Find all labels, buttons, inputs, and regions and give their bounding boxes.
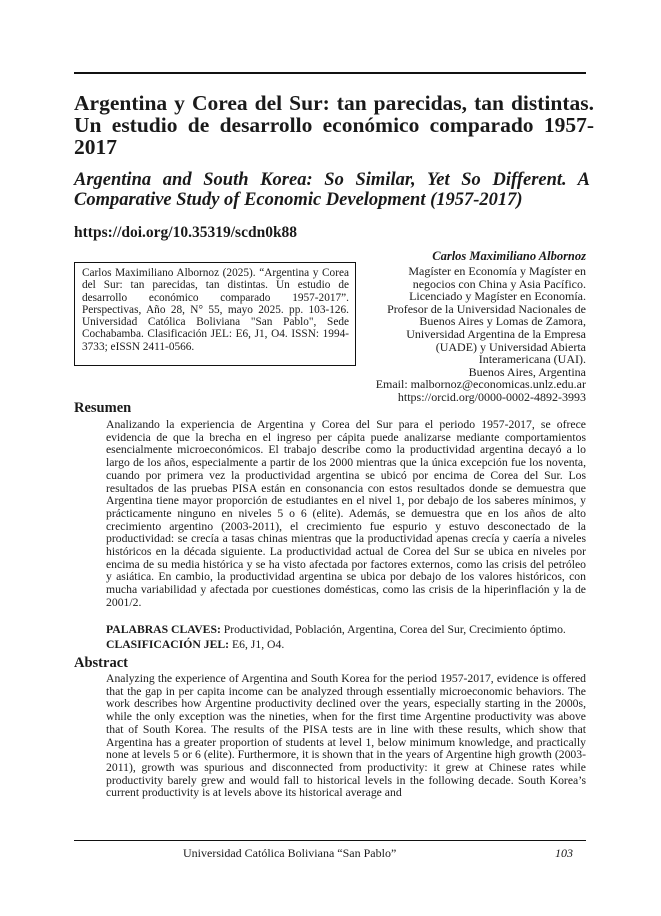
jel-value: E6, J1, O4. [231, 638, 285, 651]
author-line: Interamericana (UAI). [478, 352, 586, 367]
author-line: Buenos Aires y Lomas de Zamora, [419, 314, 586, 329]
title-spanish: Argentina y Corea del Sur: tan parecidas, tan distintas. Un estudio de desarrollo económico comparado 1957-2017 [74, 91, 594, 159]
author-line: Universidad Argentina de la Empresa [406, 326, 586, 341]
footer-institution: Universidad Católica Boliviana “San Pablo” [183, 846, 397, 860]
author-line: Buenos Aires, Argentina [468, 364, 586, 379]
author-line: negocios con China y Asia Pacífico. [412, 276, 586, 291]
author-line: Licenciado y Magíster en Economía. [409, 289, 586, 304]
author-name: Carlos Maximiliano Albornoz [432, 249, 586, 263]
top-rule [74, 72, 586, 74]
author-affiliation [346, 265, 586, 404]
page-number: 103 [555, 846, 573, 860]
author-line: Profesor de la Universidad Nacionales de [387, 301, 586, 316]
title-english: Argentina and South Korea: So Similar, Yet So Different. A Comparative Study of Economic Development (1957-2017) [74, 170, 590, 210]
keywords-line [106, 623, 586, 636]
doi-link[interactable]: https://doi.org/10.35319/scdn0k88 [74, 224, 298, 241]
author-email[interactable]: Email: malbornoz@economicas.unlz.edu.ar [375, 377, 586, 392]
author-orcid[interactable]: https://orcid.org/0000-0002-4892-3993 [397, 389, 586, 404]
bottom-rule [74, 840, 586, 841]
resumen-text: Analizando la experiencia de Argentina y Corea del Sur para el periodo 1957-2017, se ofrece evidencia de que la brecha en el ingreso per cápita puede analizarse mediante comportamientos esencialmente microeconómicos. El trabajo describe como la productividad argentina decayó a lo largo de los años, especialmente a partir de los 2000 mientras que la única excepción fue los noventa, cuando por primera vez la productividad argentina se ubicó por encima de Corea del Sur. Los resultados de las pruebas PISA están en consonancia con estos resultados donde se demuestra que Argentina tiene mayor proporción de estudiantes en el nivel 1, por debajo de los saberes mínimos, y prácticamente ninguno en niveles 5 o 6 (elite). Además, se demuestra que en los años de alto crecimiento argentino (2003-2011), el crecimiento fue espurio y estuvo desconectado de la productividad: se crecía a tasas chinas mientras que la productividad apenas crecía y caería a niveles históricos en la década siguiente. La productividad actual de Corea del Sur se ubica en niveles por encima de su media histórica y se ha visto afectada por factores externos, como las crisis del petróleo y asiática. En cambio, la productividad argentina se ubica por debajo de los valores históricos, con mucha variabilidad y afectada por cuestiones domésticas, como las crisis de la hiperinflación y la de 2001/2. [106, 418, 586, 609]
resumen-heading: Resumen [74, 400, 132, 416]
keywords-label: PALABRAS CLAVES: [106, 623, 221, 636]
abstract-text: Analyzing the experience of Argentina and South Korea for the period 1957-2017, evidence is offered that the gap in per capita income can be analyzed through essentially microeconomic behaviors. The work describes how Argentine productivity declined over the years, especially starting in the 2000s, while the only exception was the nineties, when for the first time Argentine productivity was above that of South Korea. The results of the PISA tests are in line with these results, which show that Argentina has a greater proportion of students at level 1, below minimum knowledge, and practically none at levels 5 or 6 (elite). Furthermore, it is shown that in the years of Argentine high growth (2003-2011), growth was spurious and disconnected from productivity: it grew at Chinese rates while productivity barely grew and would fall to historical levels in the following decade. South Korea’s current productivity is at levels above its historical average and [106, 672, 586, 800]
keywords-value: Productividad, Población, Argentina, Corea del Sur, Crecimiento óptimo. [223, 623, 566, 636]
jel-label: CLASIFICACIÓN JEL: [106, 638, 230, 651]
abstract-heading: Abstract [74, 655, 128, 671]
author-line: Magíster en Economía y Magíster en [408, 264, 586, 278]
jel-line [106, 638, 586, 651]
author-line: (UADE) y Universidad Abierta [435, 339, 586, 354]
citation-box: Carlos Maximiliano Albornoz (2025). “Argentina y Corea del Sur: tan parecidas, tan distintas. Un estudio de desarrollo económico comparado 1957-2017”. Perspectivas, Año 28, N° 55, mayo 2025. pp. 103-126. Universidad Católica Boliviana "San Pablo", Sede Cochabamba. Clasificación JEL: E6, J1, O4. ISSN: 1994-3733; eISSN 2411-0566. [74, 262, 356, 366]
